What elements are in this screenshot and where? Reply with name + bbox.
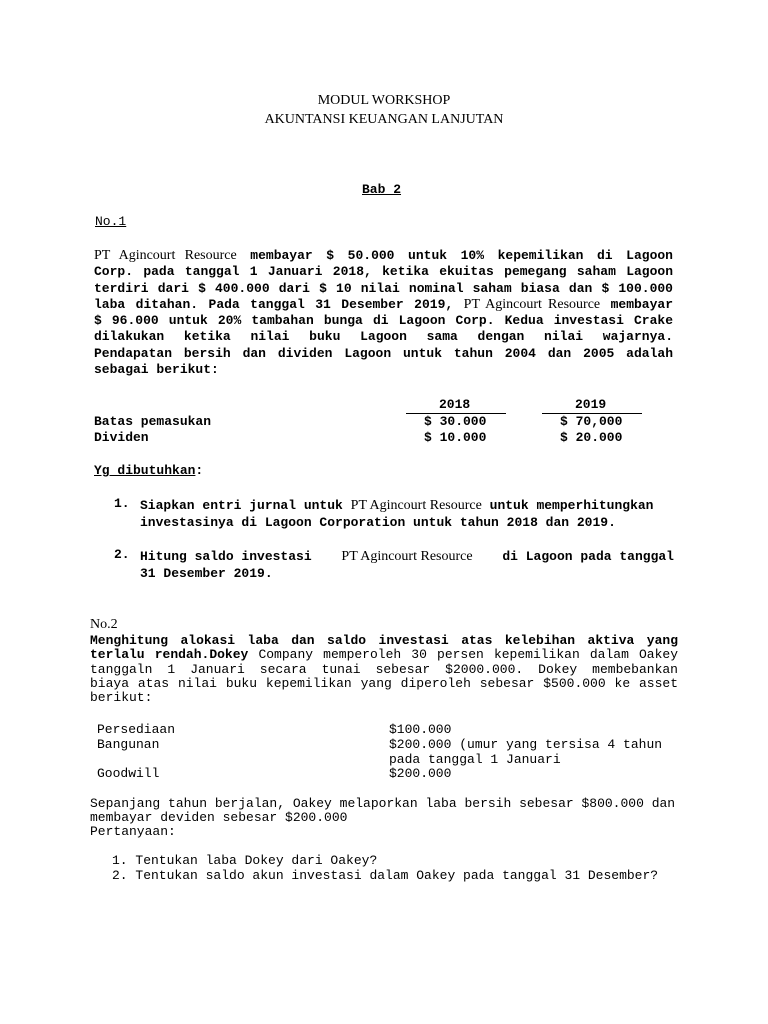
company-name: PT Agincourt Resource bbox=[463, 296, 601, 312]
company-name: PT Agincourt Resource bbox=[341, 549, 473, 564]
paragraph-line bbox=[90, 648, 678, 662]
asset-name: Persediaan bbox=[97, 722, 176, 737]
asset-value: $200.000 (umur yang tersisa 4 tahun bbox=[389, 737, 663, 752]
question-2-paragraph bbox=[90, 634, 678, 705]
year-header-2019: 2019 bbox=[575, 397, 607, 412]
paragraph-text: Company memperoleh 30 persen kepemilikan dalam Oakey bbox=[258, 648, 678, 663]
table-row-label: Batas pemasukan bbox=[94, 414, 212, 429]
company-name: PT Agincourt Resource bbox=[94, 248, 237, 263]
paragraph-line: biaya atas nilai buku kepemilikan yang diperoleh sebesar $500.000 ke asset bbox=[90, 676, 678, 691]
asset-value-note: pada tanggal 1 Januari bbox=[389, 752, 561, 767]
question-item: 1. Tentukan laba Dokey dari Oakey? bbox=[112, 853, 378, 868]
year-header-2018: 2018 bbox=[439, 397, 471, 412]
company-name: PT Agincourt Resource bbox=[350, 498, 482, 513]
paragraph-line: tanggaln 1 Januari secara tunai sebesar $2000.000. Dokey membebankan bbox=[90, 662, 678, 677]
table-cell-2018: $ 30.000 bbox=[424, 414, 487, 429]
requirement-item bbox=[140, 548, 674, 582]
paragraph-line: dilakukan ketika nilai buku Lagoon sama dengan nilai wajarnya. bbox=[94, 329, 673, 345]
required-label: Yg dibutuhkan bbox=[94, 463, 196, 478]
required-heading bbox=[94, 463, 203, 478]
question-item: 2. Tentukan saldo akun investasi dalam Oakey pada tanggal 31 Desember? bbox=[112, 868, 659, 883]
chapter-heading: Bab 2 bbox=[362, 182, 402, 197]
paragraph-line bbox=[94, 297, 673, 313]
table-row-label: Dividen bbox=[94, 430, 149, 445]
course-title: AKUNTANSI KEUANGAN LANJUTAN bbox=[264, 112, 504, 127]
requirement-line: 31 Desember 2019. bbox=[140, 566, 273, 581]
requirement-line bbox=[140, 548, 674, 565]
paragraph-line: berikut: bbox=[90, 691, 153, 706]
paragraph-line bbox=[94, 248, 673, 264]
summary-line: Sepanjang tahun berjalan, Oakey melaporkan laba bersih sebesar $800.000 dan bbox=[90, 796, 676, 811]
summary-line: membayar deviden sebesar $200.000 bbox=[90, 810, 348, 825]
requirement-line bbox=[140, 497, 653, 514]
paragraph-line: Pendapatan bersih dan dividen Lagoon untuk tahun 2004 dan 2005 adalah bbox=[94, 345, 673, 361]
asset-name: Bangunan bbox=[97, 737, 160, 752]
question-1-paragraph bbox=[94, 248, 673, 378]
questions-heading: Pertanyaan: bbox=[90, 824, 176, 839]
item-number: 2. bbox=[114, 547, 130, 562]
table-cell-2019: $ 20.000 bbox=[560, 430, 623, 445]
table-cell-2019: $ 70,000 bbox=[560, 414, 623, 429]
paragraph-line: sebagai berikut: bbox=[94, 362, 219, 378]
paragraph-line: Corp. pada tanggal 1 Januari 2018, ketika ekuitas pemegang saham Lagoon bbox=[94, 264, 673, 280]
requirement-item bbox=[140, 497, 653, 531]
paragraph-line: terdiri dari $ 400.000 dari $ 10 nilai nominal saham biasa dan $ 100.000 bbox=[94, 280, 673, 296]
paragraph-text: laba ditahan. Pada tanggal 31 Desember 2019, bbox=[94, 296, 454, 312]
required-colon: : bbox=[195, 463, 204, 478]
paragraph-text: membayar bbox=[600, 296, 673, 312]
asset-value: $100.000 bbox=[389, 722, 452, 737]
requirement-text: Hitung saldo investasi bbox=[140, 549, 312, 564]
paragraph-text: terlalu rendah.Dokey bbox=[90, 648, 249, 663]
paragraph-line: Menghitung alokasi laba dan saldo investasi atas kelebihan aktiva yang bbox=[90, 634, 678, 648]
item-number: 1. bbox=[114, 496, 130, 511]
asset-name: Goodwill bbox=[97, 766, 160, 781]
asset-value: $200.000 bbox=[389, 766, 452, 781]
table-cell-2018: $ 10.000 bbox=[424, 430, 487, 445]
paragraph-text: membayar $ 50.000 untuk 10% kepemilikan di Lagoon bbox=[236, 248, 673, 263]
paragraph-line: $ 96.000 untuk 20% tambahan bunga di Lagoon Corp. Kedua investasi Crake bbox=[94, 313, 673, 329]
requirement-text: di Lagoon pada tanggal bbox=[502, 549, 674, 564]
module-title: MODUL WORKSHOP bbox=[317, 93, 451, 108]
requirement-text: Siapkan entri jurnal untuk bbox=[140, 498, 343, 513]
requirement-text: untuk memperhitungkan bbox=[489, 498, 654, 513]
question-2-label: No.2 bbox=[90, 617, 118, 632]
question-1-label: No.1 bbox=[95, 214, 127, 229]
requirement-line: investasinya di Lagoon Corporation untuk tahun 2018 dan 2019. bbox=[140, 515, 616, 530]
